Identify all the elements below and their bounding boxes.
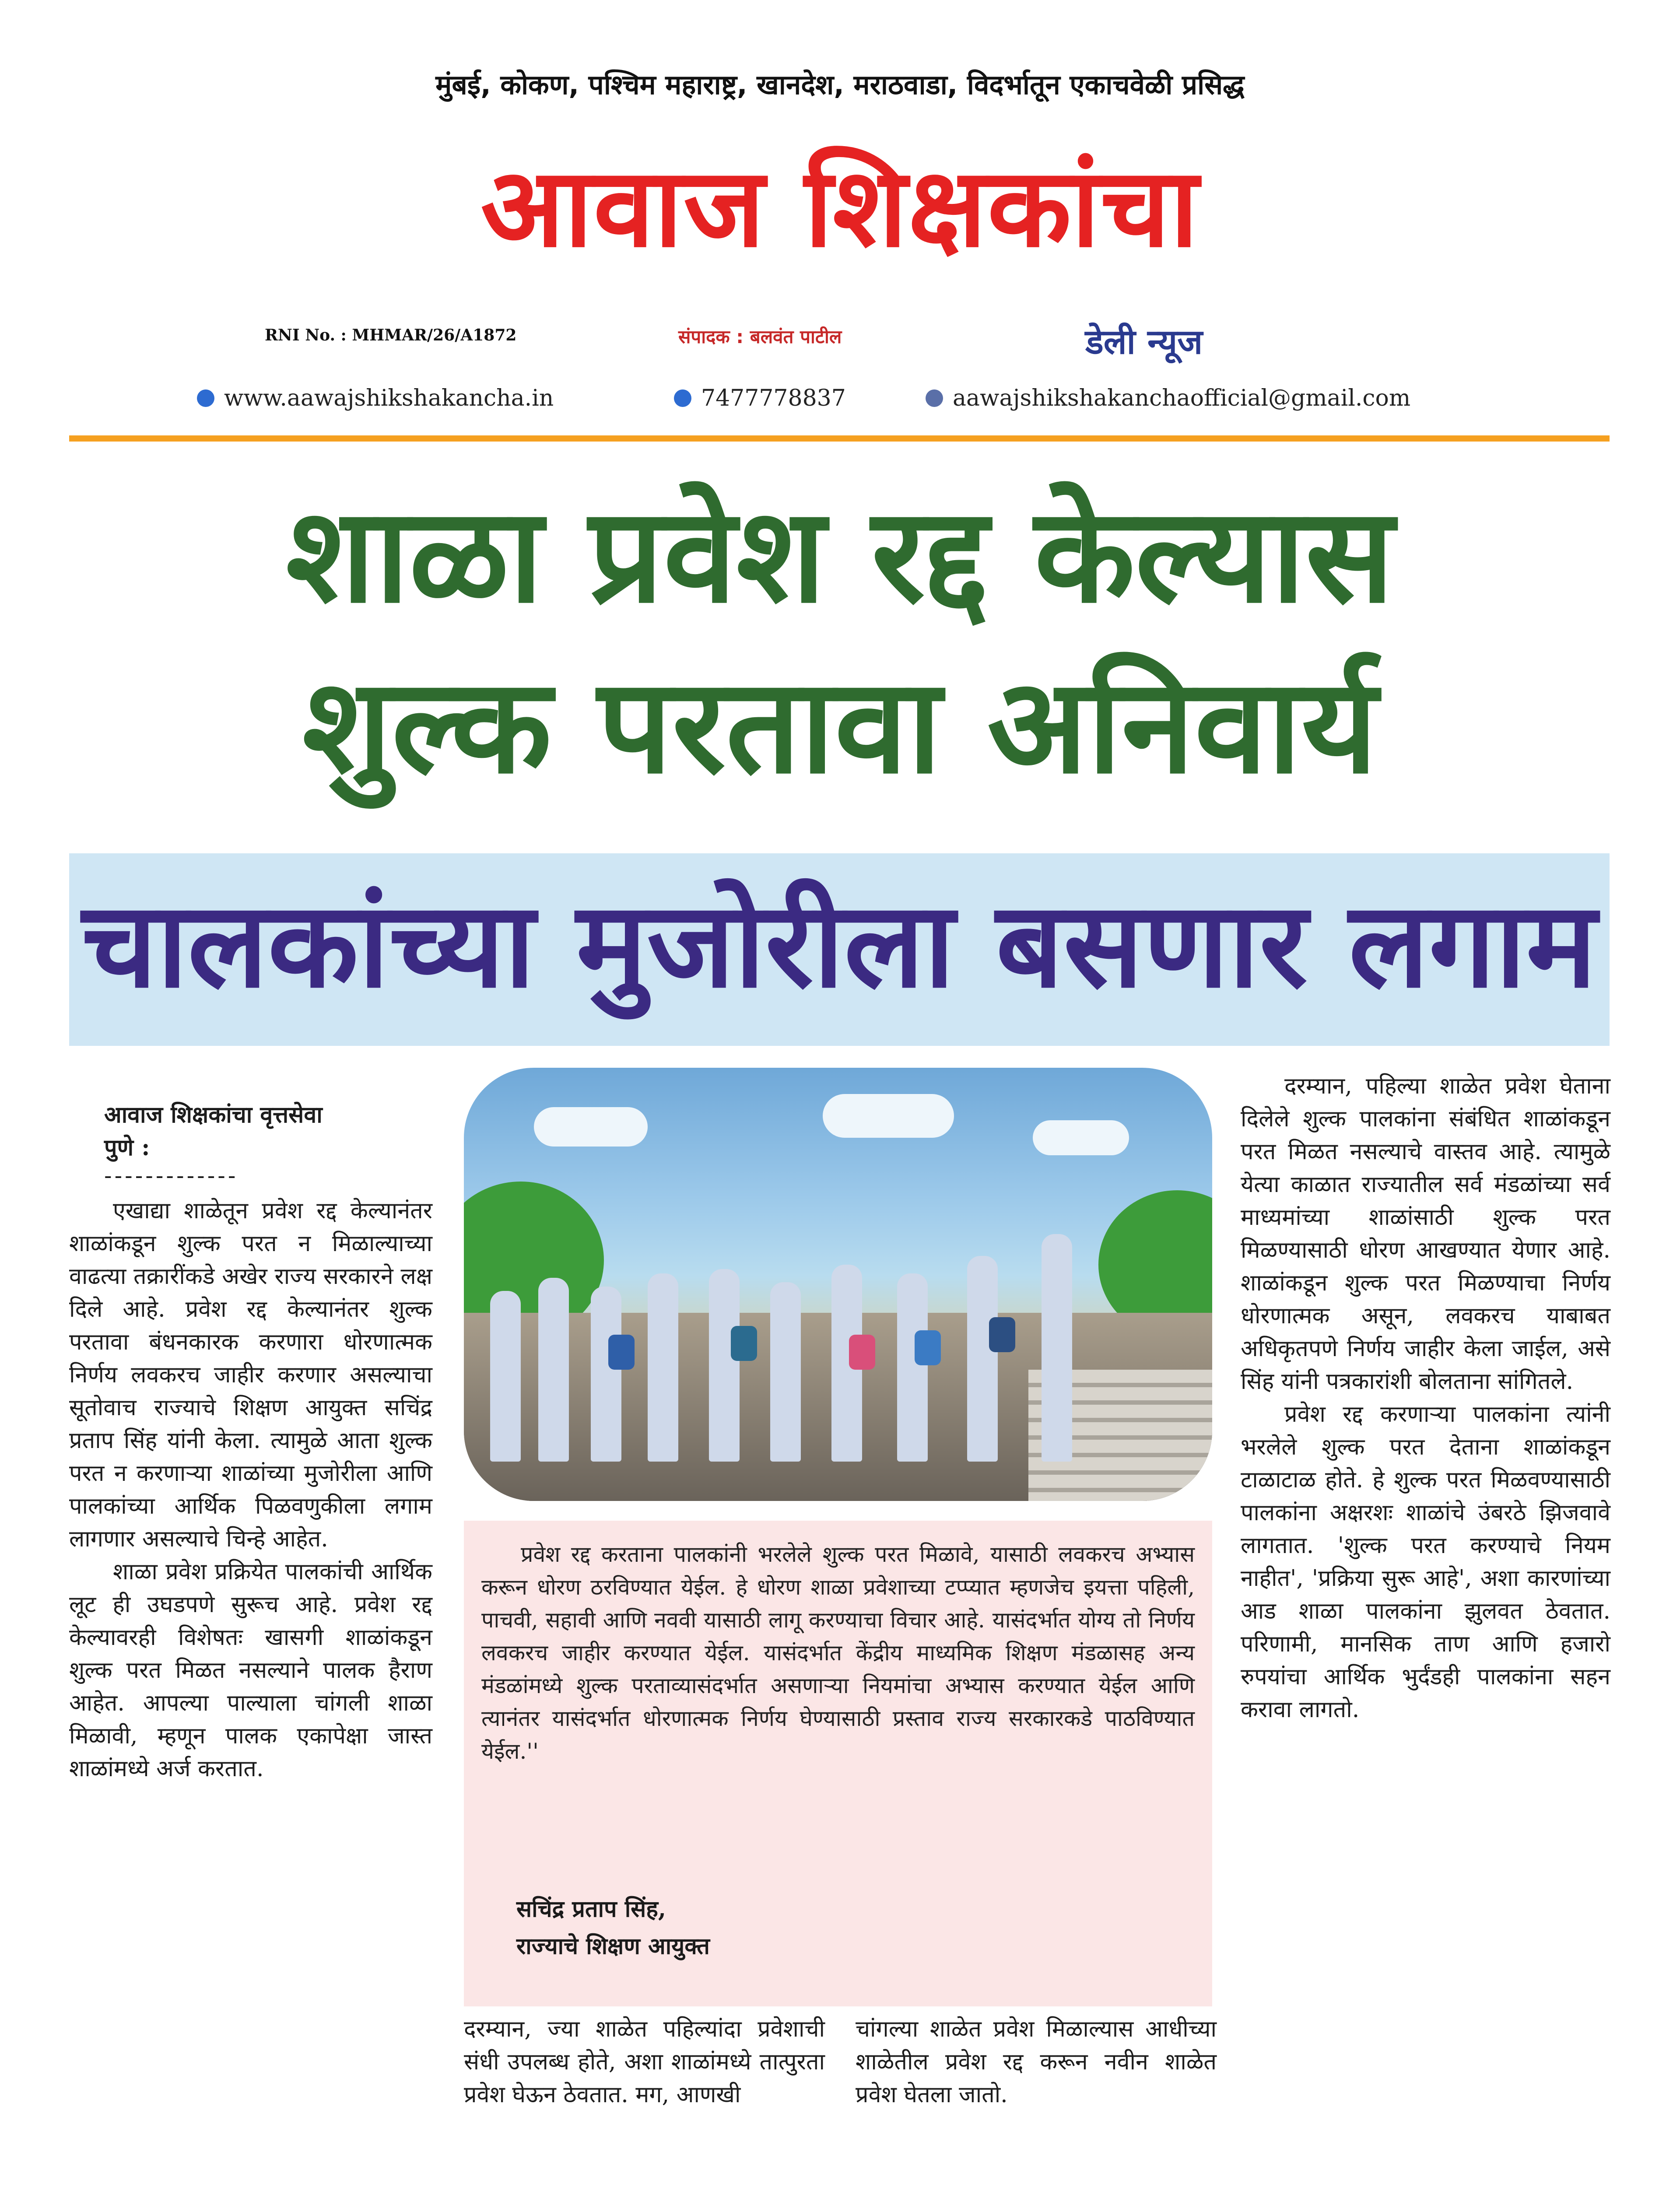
website-text: www.aawajshikshakancha.in bbox=[224, 385, 554, 411]
phone-contact[interactable] bbox=[674, 385, 846, 411]
headline-line-1: शाळा प्रवेश रद्द केल्यास bbox=[286, 479, 1394, 632]
article-column-4 bbox=[1241, 1070, 1610, 1726]
article-column-2 bbox=[464, 2013, 825, 2111]
quote-speaker-title: राज्याचे शिक्षण आयुक्त bbox=[516, 1933, 710, 1960]
quote-body: प्रवेश रद्द करताना पालकांनी भरलेले शुल्क परत मिळावे, यासाठी लवकरच अभ्यास करून धोरण ठरविण्यात येईल. हे धोरण शाळा प्रवेशाच्या टप्प्यात म्हणजेच इयत्ता पहिली, पाचवी, सहावी आणि नववी यासाठी लागू करण्याचा विचार आहे. यासंदर्भात योग्य तो निर्णय लवकरच जाहीर करण्यात येईल. यासंदर्भात केंद्रीय माध्यमिक शिक्षण मंडळासह अन्य मंडळांमध्ये शुल्क परताव्यासंदर्भात असणाऱ्या नियमांचा अभ्यास करण्यात येईल आणि त्यानंतर यासंदर्भात धोरणात्मक निर्णय घेण्यासाठी प्रस्ताव राज्य सरकारकडे पाठविण्यात येईल.'' bbox=[481, 1542, 1195, 1764]
quote-text bbox=[481, 1538, 1195, 1768]
masthead-divider bbox=[69, 435, 1610, 442]
paragraph: दरम्यान, ज्या शाळेत पहिल्यांदा प्रवेशाची संधी उपलब्ध होते, अशा शाळांमध्ये तात्पुरता प्रवेश घेऊन ठेवतात. मग, आणखी bbox=[464, 2016, 825, 2108]
rni-number: RNI No. : MHMAR/26/A1872 bbox=[265, 326, 517, 344]
paragraph: शाळा प्रवेश प्रक्रियेत पालकांची आर्थिक लूट ही उघडपणे सुरूच आहे. प्रवेश रद्द केल्यावरही विशेषतः खासगी शाळांकडून शुल्क परत मिळत नसल्याने पालक हैराण आहेत. आपल्या पाल्याला चांगली शाळा मिळावी, म्हणून पालक एकापेक्षा जास्त शाळांमध्ये अर्ज करतात. bbox=[69, 1559, 432, 1782]
paragraph: चांगल्या शाळेत प्रवेश मिळाल्यास आधीच्या शाळेतील प्रवेश रद्द करून नवीन शाळेत प्रवेश घेतला जातो. bbox=[856, 2016, 1217, 2108]
paragraph: प्रवेश रद्द करणाऱ्या पालकांना त्यांनी भरलेले शुल्क परत देताना शाळांकडून टाळाटाळ होते. हे शुल्क परत मिळवण्यासाठी पालकांना अक्षरशः शाळांचे उंबरठे झिजवावे लागतात. 'शुल्क परत करण्याचे नियम नाहीत', 'प्रक्रिया सुरू आहे', अशा कारणांच्या आड शाळा पालकांना झुलवत ठेवतात. परिणामी, मानसिक ताण आणि हजारो रुपयांचा आर्थिक भुर्दंडही पालकांना सहन करावा लागतो. bbox=[1241, 1401, 1610, 1723]
email-icon bbox=[926, 389, 943, 407]
website-contact[interactable] bbox=[197, 385, 554, 411]
byline: आवाज शिक्षकांचा वृत्तसेवा bbox=[104, 1101, 323, 1128]
newspaper-title: आवाज शिक्षकांचा bbox=[481, 144, 1199, 271]
students-photo bbox=[464, 1068, 1212, 1501]
email-contact[interactable] bbox=[926, 385, 1410, 411]
quote-speaker: सचिंद्र प्रताप सिंह, bbox=[516, 1896, 666, 1922]
byline-separator: ------------- bbox=[104, 1163, 238, 1189]
article-column-1 bbox=[69, 1098, 432, 1785]
email-text: aawajshikshakanchaofficial@gmail.com bbox=[953, 385, 1411, 411]
masthead-tagline: मुंबई, कोकण, पश्चिम महाराष्ट्र, खानदेश, मराठवाडा, विदर्भातून एकाचवेळी प्रसिद्ध bbox=[435, 69, 1245, 101]
subheadline: चालकांच्या मुजोरीला बसणार लगाम bbox=[82, 876, 1597, 1014]
phone-icon bbox=[674, 389, 691, 407]
paragraph: दरम्यान, पहिल्या शाळेत प्रवेश घेताना दिलेले शुल्क पालकांना संबंधित शाळांकडून परत मिळत नसल्याचे वास्तव आहे. त्यामुळे येत्या काळात राज्यातील सर्व मंडळांच्या सर्व माध्यमांच्या शाळांसाठी शुल्क परत मिळण्यासाठी धोरण आखण्यात येणार आहे. शाळांकडून शुल्क परत मिळण्याचा निर्णय धोरणात्मक असून, लवकरच याबाबत अधिकृतपणे निर्णय जाहीर केला जाईल, असे सिंह यांनी पत्रकारांशी बोलताना सांगितले. bbox=[1241, 1073, 1610, 1395]
daily-news-label: डेली न्यूज bbox=[1085, 323, 1203, 362]
phone-text: 7477778837 bbox=[701, 385, 846, 411]
globe-icon bbox=[197, 389, 214, 407]
editor-name: संपादक : बलवंत पाटील bbox=[678, 326, 842, 347]
headline-line-2: शुल्क परतावा अनिवार्य bbox=[302, 650, 1378, 803]
dateline-place: पुणे : bbox=[104, 1134, 150, 1161]
paragraph: एखाद्या शाळेतून प्रवेश रद्द केल्यानंतर शाळांकडून शुल्क परत न मिळाल्याच्या वाढत्या तक्रारींकडे अखेर राज्य सरकारने लक्ष दिले आहे. प्रवेश रद्द केल्यानंतर शुल्क परतावा बंधनकारक करणारा धोरणात्मक निर्णय लवकरच जाहीर करणार असल्याचा सूतोवाच राज्याचे शिक्षण आयुक्त सचिंद्र प्रताप सिंह यांनी केला. त्यामुळे आता शुल्क परत न करणाऱ्या शाळांच्या मुजोरीला आणि पालकांच्या आर्थिक पिळवणुकीला लगाम लागणार असल्याचे चिन्हे आहेत. bbox=[69, 1198, 432, 1552]
article-column-3 bbox=[856, 2013, 1217, 2111]
